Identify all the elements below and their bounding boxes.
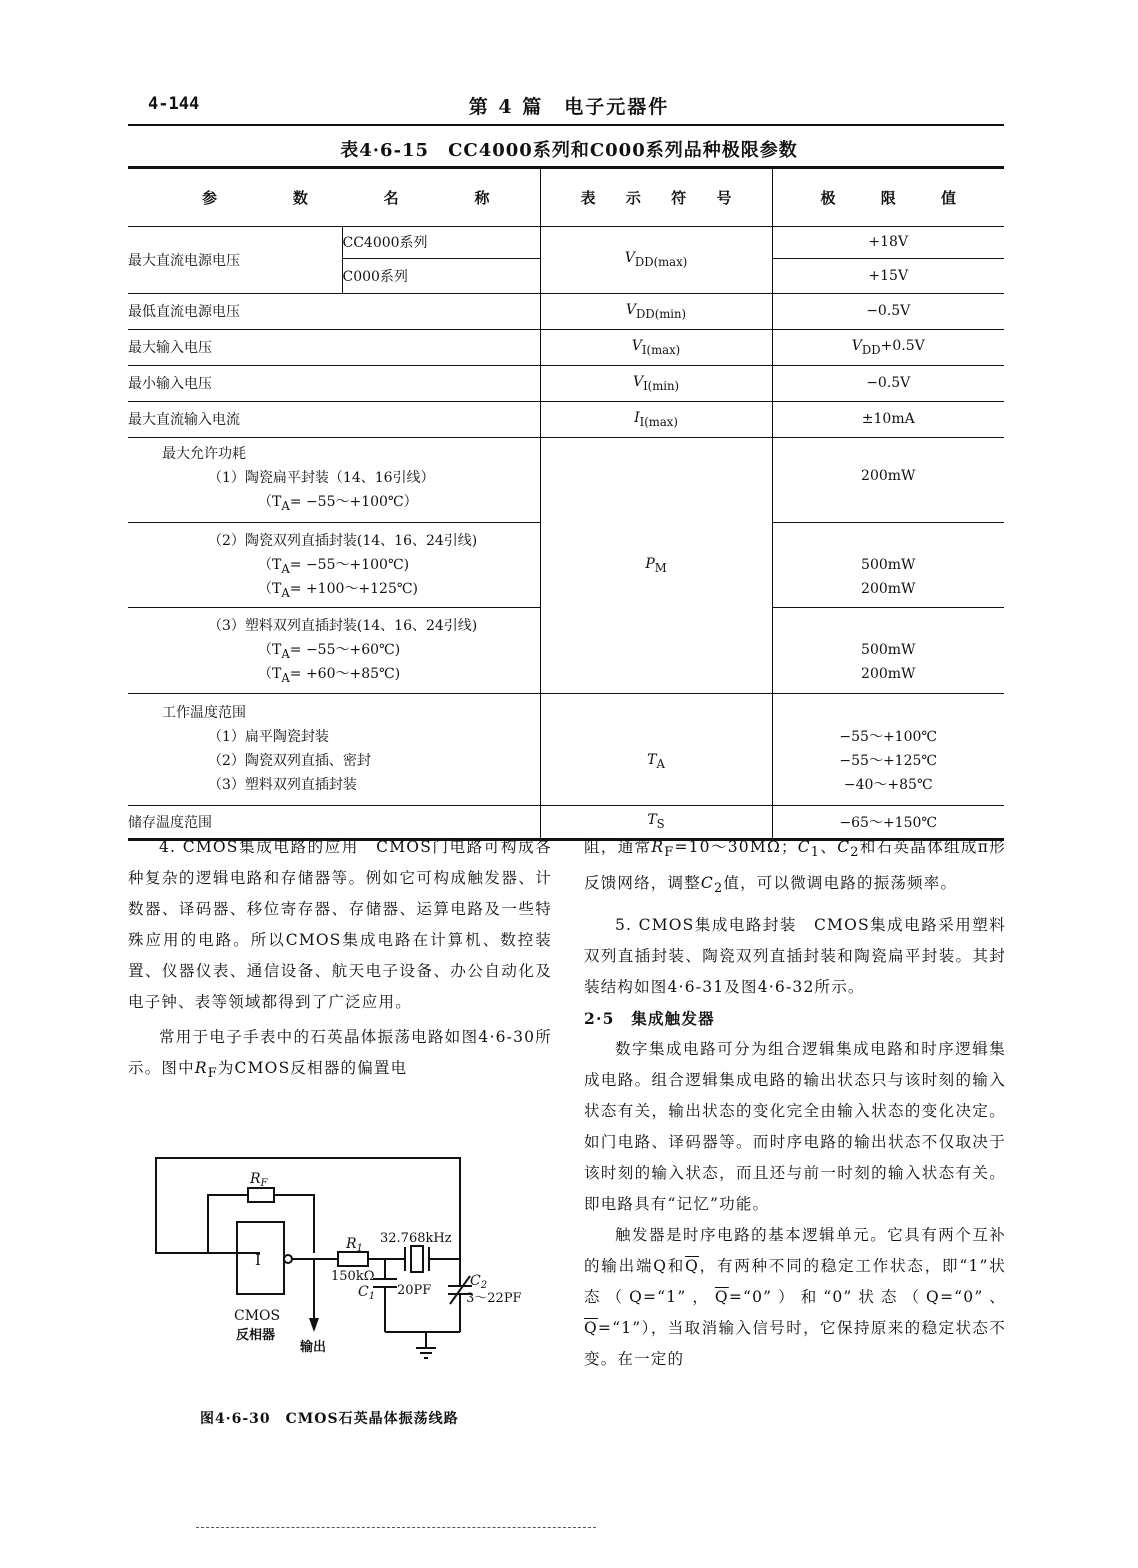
param-value: $V_{DD}+0.5V$ [772, 329, 1004, 365]
param-name: 储存温度范围 [128, 805, 540, 839]
section-heading: 2·5 集成触发器 [584, 1009, 715, 1029]
param-symbol: $V_{I(min)}$ [540, 365, 772, 401]
r1-label: $R_1$ [346, 1236, 363, 1254]
chapter-title: 第 4 篇 电子元器件 [468, 96, 670, 118]
paragraph-feedback-network: 阻，通常$R_F=10\sim 30M\Omega$；$C_1$、$C_2$和石英晶体组成π形反馈网络，调整$C_2$值，可以微调电路的振荡频率。 [584, 838, 1006, 897]
cmos-label: CMOS [234, 1308, 281, 1324]
c2-value: 3～22PF [466, 1291, 522, 1306]
header-name: 参 数 名 称 [128, 169, 540, 226]
inverter-label: 反相器 [236, 1328, 276, 1343]
header-symbol: 表 示 符 号 [540, 169, 772, 226]
param-symbol: $T_A$ [540, 693, 772, 805]
table-title: 表4·6-15 CC4000系列和C000系列品种极限参数 [340, 140, 798, 161]
table-row [128, 437, 1004, 522]
param-subtype: C000系列 [342, 258, 540, 293]
r1-resistor [338, 1252, 368, 1266]
c1-value: 20PF [397, 1283, 432, 1298]
param-name: 最低直流电源电压 [128, 293, 540, 329]
c2-label: $C_2$ [470, 1273, 488, 1291]
param-symbol: $P_M$ [540, 437, 772, 693]
footer-rule [196, 1527, 596, 1528]
param-value: 500mW 200mW [772, 522, 1004, 607]
param-value: +18V [772, 226, 1004, 258]
r1-value: 150kΩ [331, 1269, 375, 1284]
param-value: −0.5V [772, 365, 1004, 401]
figure-caption: 图4·6-30 CMOS石英晶体振荡线路 [200, 1411, 459, 1427]
table-row [128, 293, 1004, 329]
param-value: ±10mA [772, 401, 1004, 437]
table-row [128, 693, 1004, 805]
right-column [584, 832, 1006, 1375]
table-row [128, 329, 1004, 365]
rf-left-wire [208, 1195, 248, 1253]
inverter-bubble [284, 1255, 292, 1263]
param-symbol: $V_{DD(max)}$ [540, 226, 772, 293]
paragraph-flip-flop: 触发器是时序电路的基本逻辑单元。它具有两个互补的输出端Q和$\overline{Q}$，有两种不同的稳定工作状态，即“1”状态（Q=“1”，$\overline{Q}=“0$”）和“0”状态（Q=“0”、$\overline{Q}=“1$”），当取消输入信号时，它保持原来的稳定状态不变。在一定的 [584, 1226, 1006, 1369]
limit-parameters-table [128, 169, 1004, 841]
header-value: 极 限 值 [772, 169, 1004, 226]
crystal-oscillator-circuit [130, 1150, 560, 1390]
output-label: 输出 [300, 1340, 327, 1355]
paragraph-crystal-oscillator: 常用于电子手表中的石英晶体振荡电路如图4·6-30所示。图中$R_F$为CMOS反相器的偏置电 [128, 1028, 552, 1082]
crystal-body [411, 1246, 423, 1272]
param-value: 200mW [772, 437, 1004, 522]
c1-label: $C_1$ [358, 1284, 376, 1302]
table-header-row [128, 169, 1004, 226]
rf-resistor [248, 1188, 274, 1202]
param-subtype: CC4000系列 [342, 226, 540, 258]
rf-right-wire [274, 1195, 314, 1253]
header-rule [128, 124, 1004, 126]
param-symbol: $I_{I(max)}$ [540, 401, 772, 437]
param-subtype: （3）塑料双列直插封装(14、16、24引线) （$T_A=$ −55～+60℃) （$T_A=$ +60～+85℃) [128, 607, 540, 693]
param-subtype: （2）陶瓷双列直插封装(14、16、24引线) （$T_A=$ −55～+100℃) （$T_A=$ +100～+125℃) [128, 522, 540, 607]
left-column [128, 832, 552, 1089]
param-value: −65～+150℃ [772, 805, 1004, 839]
paragraph-cmos-application: 4. CMOS集成电路的应用 CMOS门电路可构成各种复杂的逻辑电路和存储器等。例如它可构成触发器、计数器、译码器、移位寄存器、存储器、运算电路及一些特殊应用的电路。所以CMOS集成电路在计算机、数控装置、仪器仪表、通信设备、航天电子设备、办公自动化及电子钟、表等领域都得到了广泛应用。 [128, 838, 552, 1011]
param-value: −55～+100℃ −55～+125℃ −40～+85℃ [772, 693, 1004, 805]
param-name: 工作温度范围 （1）扁平陶瓷封装 （2）陶瓷双列直插、密封 （3）塑料双列直插封装 [128, 693, 540, 805]
param-value: −0.5V [772, 293, 1004, 329]
param-name: 最大直流输入电流 [128, 401, 540, 437]
table-row [128, 401, 1004, 437]
param-name: 最大直流电源电压 [128, 226, 342, 293]
table-row [128, 365, 1004, 401]
param-name: 最小输入电压 [128, 365, 540, 401]
param-value: +15V [772, 258, 1004, 293]
param-symbol: $T_S$ [540, 805, 772, 839]
param-symbol: $V_{DD(min)}$ [540, 293, 772, 329]
param-name: 最大允许功耗 （1）陶瓷扁平封装（14、16引线） （$T_A=$ −55～+100℃） [128, 437, 540, 522]
table-row [128, 226, 1004, 258]
param-value: 500mW 200mW [772, 607, 1004, 693]
page-number: 4-144 [148, 94, 200, 114]
paragraph-digital-ic: 数字集成电路可分为组合逻辑集成电路和时序逻辑集成电路。组合逻辑集成电路的输出状态只与该时刻的输入状态有关，输出状态的变化完全由输入状态的变化决定。如门电路、译码器等。而时序电路的输出状态不仅取决于该时刻的输入状态，而且还与前一时刻的输入状态有关。即电路具有“记忆”功能。 [584, 1040, 1006, 1214]
rf-label: $R_F$ [250, 1171, 268, 1189]
crystal-frequency: 32.768kHz [380, 1231, 452, 1246]
param-name: 最大输入电压 [128, 329, 540, 365]
param-symbol: $V_{I(max)}$ [540, 329, 772, 365]
paragraph-cmos-package: 5. CMOS集成电路封装 CMOS集成电路采用塑料双列直插封装、陶瓷双列直插封装和陶瓷扁平封装。其封装结构如图4·6-31及图4·6-32所示。 [584, 916, 1006, 997]
output-arrow-icon [309, 1318, 319, 1332]
inverter-symbol: I [255, 1251, 261, 1269]
